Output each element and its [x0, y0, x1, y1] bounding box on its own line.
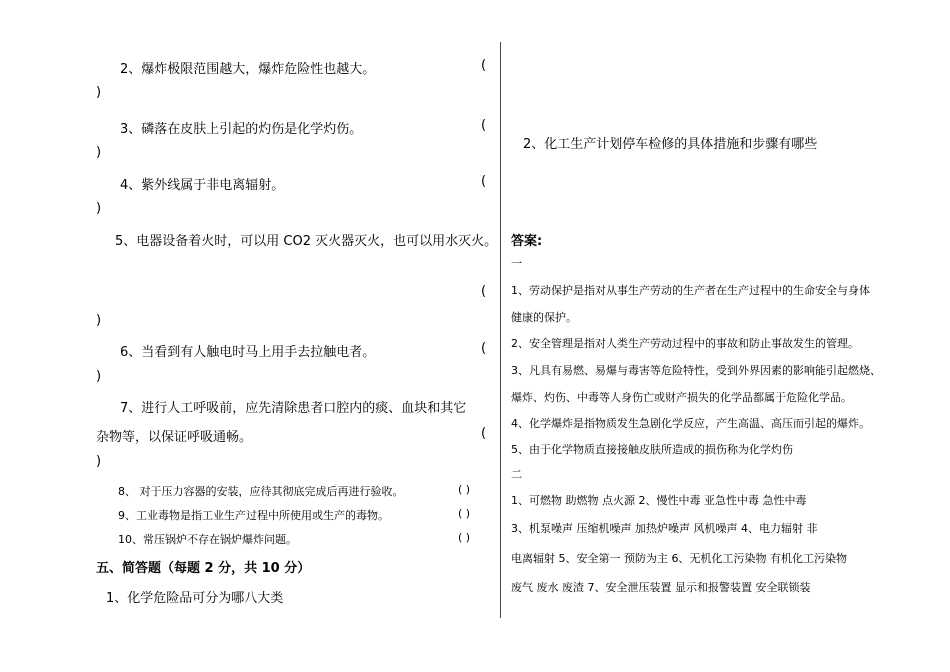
part-2-label: 二 — [511, 468, 522, 481]
answer-part2-line2: 3、机泵噪声 压缩机噪声 加热炉噪声 风机噪声 4、电力辐射 非 — [511, 522, 818, 535]
answer-paren-close: ) — [96, 201, 102, 216]
short-question-1: 1、化学危险品可分为哪八大类 — [106, 591, 284, 606]
section-5-heading: 五、简答题（每题 2 分，共 10 分） — [96, 561, 311, 576]
answer-paren-close: ) — [96, 145, 102, 160]
question-9: 9、工业毒物是指工业生产过程中所使用或生产的毒物。 — [118, 509, 389, 522]
answer-paren-open: ( — [481, 118, 487, 133]
answer-paren-close: ) — [96, 313, 102, 328]
answer-paren-close: ) — [96, 454, 102, 469]
answer-1-line1: 1、劳动保护是指对从事生产劳动的生产者在生产过程中的生命安全与身体 — [511, 284, 870, 297]
answer-paren-open: ( — [481, 58, 487, 73]
part-1-label: 一 — [511, 257, 522, 270]
answer-5: 5、由于化学物质直接接触皮肤所造成的损伤称为化学灼伤 — [511, 443, 793, 456]
question-7-line2: 杂物等，以保证呼吸通畅。 — [96, 430, 253, 445]
answer-paren-open: ( — [481, 174, 487, 189]
question-3: 3、磷落在皮肤上引起的灼伤是化学灼伤。 — [120, 122, 363, 137]
question-5: 5、电器设备着火时，可以用 CO2 灭火器灭火，也可以用水灭火。 — [115, 234, 498, 249]
answer-parens: ( ) — [458, 531, 471, 544]
short-question-2: 2、化工生产计划停车检修的具体措施和步骤有哪些 — [523, 137, 818, 152]
answer-paren-close: ) — [96, 369, 102, 384]
column-divider — [500, 42, 501, 618]
answer-1-line2: 健康的保护。 — [511, 311, 577, 324]
answer-3-line1: 3、凡具有易燃、易爆与毒害等危险特性，受到外界因素的影响能引起燃烧、 — [511, 364, 881, 377]
answer-paren-close: ) — [96, 85, 102, 100]
answers-heading: 答案: — [511, 234, 543, 249]
answer-paren-open: ( — [481, 341, 487, 356]
answer-4: 4、化学爆炸是指物质发生急剧化学反应，产生高温、高压而引起的爆炸。 — [511, 417, 870, 430]
answer-part2-line3: 电离辐射 5、安全第一 预防为主 6、无机化工污染物 有机化工污染物 — [511, 552, 847, 565]
answer-part2-line1: 1、可燃物 助燃物 点火源 2、慢性中毒 亚急性中毒 急性中毒 — [511, 494, 807, 507]
question-4: 4、紫外线属于非电离辐射。 — [120, 178, 285, 193]
question-7-line1: 7、进行人工呼吸前，应先清除患者口腔内的痰、血块和其它 — [120, 401, 467, 416]
question-6: 6、当看到有人触电时马上用手去拉触电者。 — [120, 345, 376, 360]
answer-paren-open: ( — [481, 426, 487, 441]
answer-part2-line4: 废气 废水 废渣 7、安全泄压装置 显示和报警装置 安全联锁装 — [511, 581, 811, 594]
question-2: 2、爆炸极限范围越大，爆炸危险性也越大。 — [120, 62, 376, 77]
answer-2: 2、安全管理是指对人类生产劳动过程中的事故和防止事故发生的管理。 — [511, 337, 859, 350]
answer-3-line2: 爆炸、灼伤、中毒等人身伤亡或财产损失的化学品都属于危险化学品。 — [511, 391, 852, 404]
answer-parens: ( ) — [458, 507, 471, 520]
answer-paren-open: ( — [481, 284, 487, 299]
question-10: 10、常压锅炉不存在锅炉爆炸问题。 — [118, 533, 297, 546]
question-8: 8、 对于压力容器的安装，应待其彻底完成后再进行验收。 — [118, 485, 404, 498]
answer-parens: ( ) — [458, 483, 471, 496]
